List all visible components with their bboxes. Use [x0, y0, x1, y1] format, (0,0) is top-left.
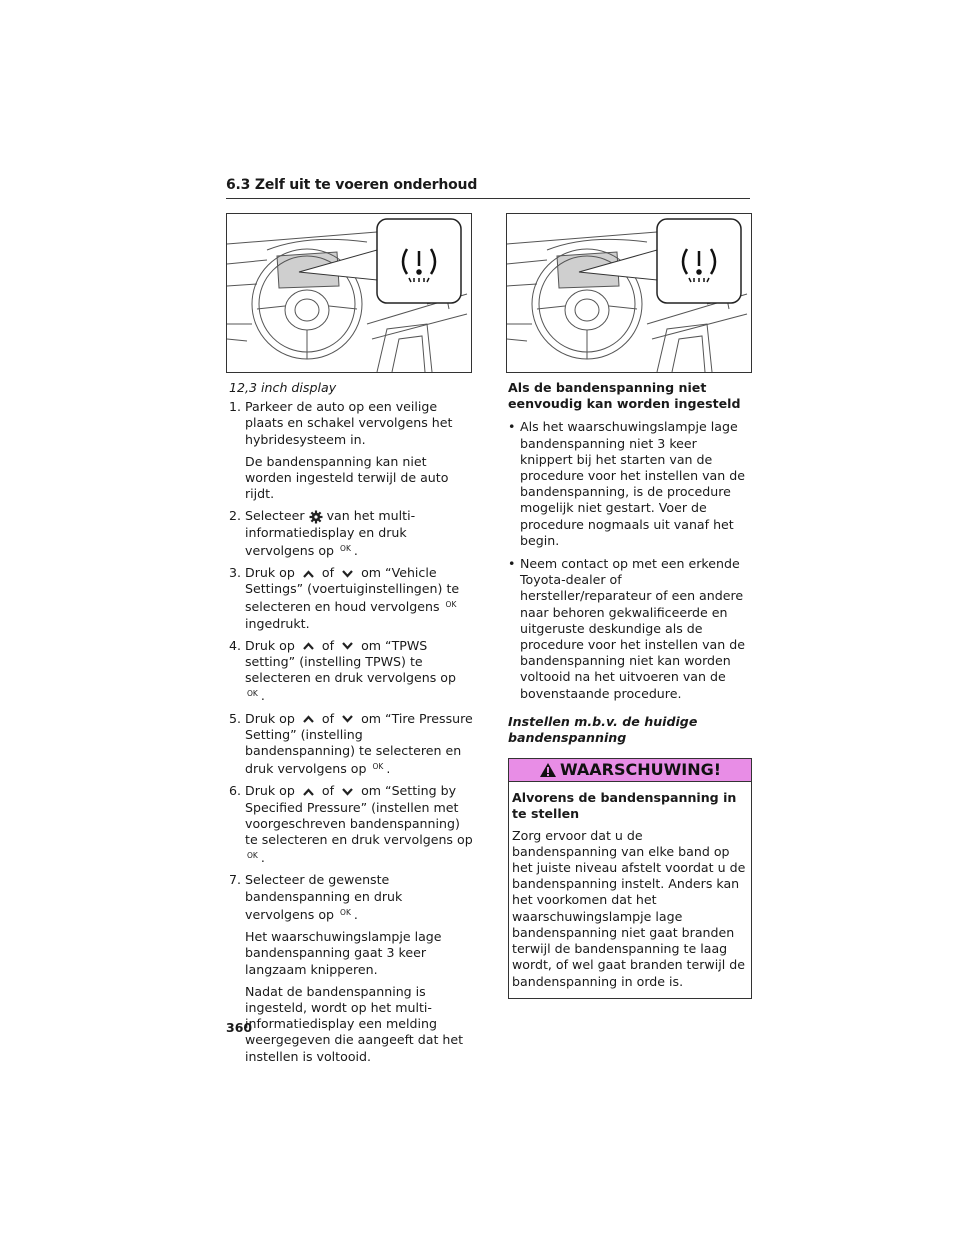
step-3: 3. Druk op of om “Vehicle Settings” (voertuiginstellingen) te selecteren en houd vervolgens $^{OK}$ ingedrukt.: [229, 565, 460, 631]
right-column: [508, 380, 752, 999]
step-note: De bandenspanning kan niet worden ingesteld terwijl de auto rijdt.: [245, 453, 449, 502]
step-text: om “TPWS setting” (instelling TPWS) te selecteren en druk vervolgens op: [245, 637, 457, 686]
ok-button-icon: OK: [340, 543, 351, 553]
step-5: 5. Druk op of om “Tire Pressure Setting” (instelling bandenspanning) te selecteren en druk vervolgens op $^{OK}$ .: [229, 710, 473, 777]
chevron-up-icon: [303, 715, 314, 723]
step-number: 6.: [229, 783, 242, 799]
ok-button-icon: OK: [372, 762, 384, 772]
step-text: Druk op: [245, 710, 295, 726]
section-heading: Als de bandenspanning niet eenvoudig kan worden ingesteld: [508, 380, 741, 412]
chevron-up-icon: [303, 788, 314, 796]
step-note: Nadat de bandenspanning is ingesteld, wordt op het multi-informatiedisplay een melding weergegeven die aangeeft dat het instellen is voltooid.: [245, 983, 464, 1064]
chevron-down-icon: [342, 642, 353, 650]
bullet-mark: •: [508, 419, 516, 435]
section-header: [226, 177, 750, 199]
step-note: Het waarschuwingslampje lage bandenspanning gaat 3 keer langzaam knipperen.: [245, 929, 442, 977]
step-number: 1.: [229, 399, 242, 415]
step-4: 4. Druk op of om “TPWS setting” (instelling TPWS) te selecteren en druk vervolgens op $^{OK}$ .: [229, 637, 457, 704]
list-item: [508, 556, 752, 702]
dashboard-illustration-left: [226, 213, 472, 373]
step-text: om “Tire Pressure Setting” (instelling bandenspanning) te selecteren en druk vervolgens op: [245, 710, 473, 777]
step-text: van het multi-informatiedisplay en druk vervolgens op: [245, 508, 416, 558]
step-7: 7. Selecteer de gewenste bandenspanning en druk vervolgens op $^{OK}$ . Het waarschuwingslampje lage bandenspanning gaat 3 keer langzaam knipperen. Nadat de bandenspanning is ingesteld, wordt op het multi-informatiedisplay een melding weergegeven die aangeeft dat het instellen is voltooid.: [229, 872, 475, 1064]
step-text: Druk op: [245, 565, 295, 581]
warning-text: Zorg ervoor dat u de bandenspanning van elke band op het juiste niveau afstelt voordat u de bandenspanning instelt. Anders kan het voorkomen dat het waarschuwingslampje lage bandenspanning niet gaat branden terwijl de bandenspanning te laag wordt, of wel gaat branden terwijl de bandenspanning in orde is.: [512, 827, 746, 989]
dashboard-illustration-right: [506, 213, 752, 373]
section-subheading: Instellen m.b.v. de huidige bandenspanning: [508, 713, 698, 746]
ok-button-icon: OK: [247, 851, 258, 861]
step-6: 6. Druk op of om “Setting by Specified Pressure” (instellen met voorgeschreven bandenspanning) te selecteren en druk vervolgens op $^{OK}$ .: [229, 783, 473, 866]
step-text: om “Vehicle Settings” (voertuiginstellingen) te selecteren en houd vervolgens: [245, 565, 460, 615]
step-text: Druk op: [245, 783, 295, 799]
ok-button-icon: OK: [340, 907, 351, 917]
step-text: Druk op: [245, 637, 295, 653]
warning-header: [509, 759, 751, 782]
chevron-down-icon: [342, 570, 353, 578]
step-number: 5.: [229, 710, 242, 726]
step-text: Selecteer: [245, 508, 305, 524]
step-text: Selecteer de gewenste bandenspanning en druk vervolgens op: [245, 872, 403, 922]
ok-button-icon: OK: [445, 600, 457, 610]
warning-triangle-icon: [539, 762, 557, 778]
left-column: [229, 380, 475, 1071]
warning-subtitle: Alvorens de bandenspanning in te stellen: [512, 790, 737, 822]
list-item-text: Neem contact op met een erkende Toyota-dealer of hersteller/reparateur of een andere naar behoren gekwalificeerde en uitgeruste deskundige als de procedure voor het instellen van de bandenspanning niet kan worden voltooid na het uitvoeren van de bovenstaande procedure.: [520, 556, 745, 701]
step-number: 7.: [229, 872, 242, 888]
list-item-text: Als het waarschuwingslampje lage bandenspanning niet 3 keer knippert bij het starten van de procedure voor het instellen van de bandenspanning, is de procedure mogelijk niet gestart. Voer de procedure nogmaals uit vanaf het begin.: [520, 419, 745, 548]
section-title: 6.3 Zelf uit te voeren onderhoud: [226, 177, 478, 193]
figure-caption: 12,3 inch display: [229, 380, 337, 395]
warning-title: WAARSCHUWING!: [559, 760, 722, 780]
list-item: [508, 419, 752, 549]
step-2: 2. Selecteer van het multi-informatiedisplay en druk vervolgens op $^{OK}$ .: [229, 508, 416, 558]
step-text: om “Setting by Specified Pressure” (instellen met voorgeschreven bandenspanning) te selecteren en druk vervolgens op: [245, 783, 473, 848]
step-number: 2.: [229, 508, 242, 524]
ok-button-icon: OK: [247, 689, 258, 699]
page-number: 360: [226, 1020, 253, 1035]
dashboard-drawing: [227, 214, 471, 372]
step-number: 3.: [229, 565, 242, 581]
gear-icon: [309, 510, 323, 524]
dashboard-drawing: [507, 214, 751, 372]
chevron-up-icon: [303, 642, 314, 650]
chevron-down-icon: [342, 715, 353, 723]
step-1: [229, 399, 475, 502]
warning-box: [508, 758, 752, 998]
step-number: 4.: [229, 637, 242, 653]
chevron-down-icon: [342, 788, 353, 796]
step-text: Parkeer de auto op een veilige plaats en schakel vervolgens het hybridesysteem in.: [245, 399, 453, 447]
chevron-up-icon: [303, 570, 314, 578]
warning-body: [509, 782, 751, 997]
bullet-mark: •: [508, 556, 516, 572]
